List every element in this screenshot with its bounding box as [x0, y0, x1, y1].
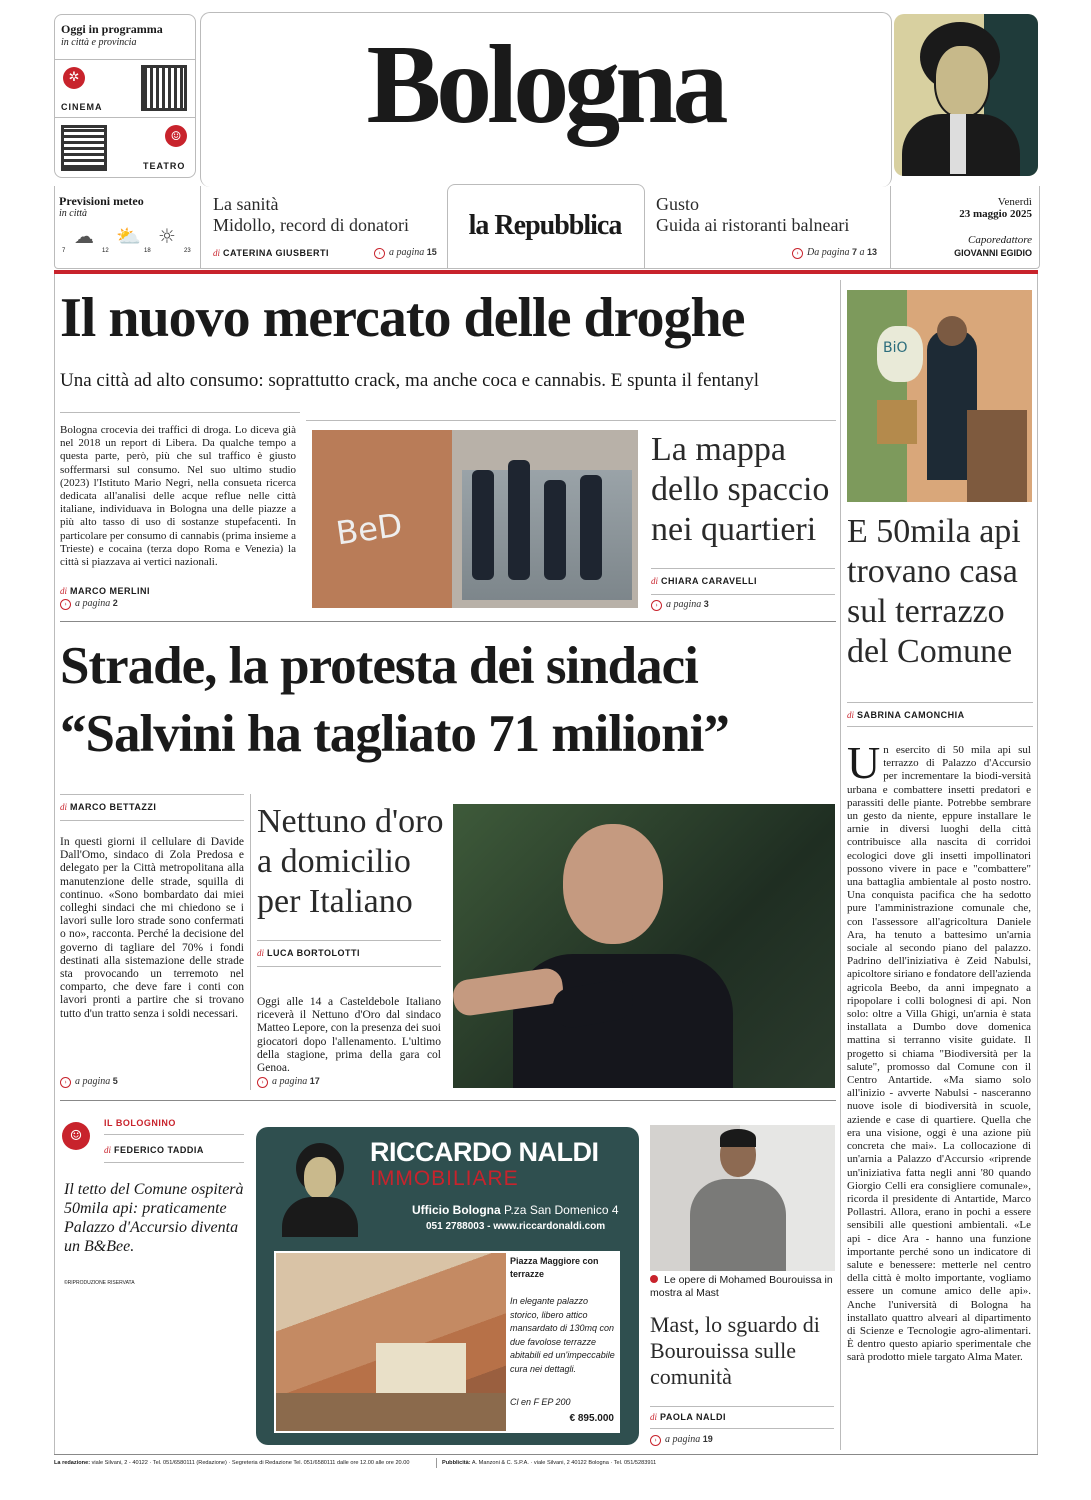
rain-cloud-icon: ☁ — [74, 224, 94, 248]
nettuno-byline: di LUCA BORTOLOTTI — [257, 948, 361, 958]
cinema-label[interactable]: CINEMA — [61, 102, 103, 112]
issue-day: Venerdì — [997, 196, 1032, 208]
lead-headline[interactable]: Il nuovo mercato delle droghe — [60, 287, 745, 349]
editor-portrait — [894, 14, 1038, 176]
cinema-icon[interactable]: ✲ — [63, 67, 85, 89]
bolognino-box — [54, 1108, 244, 1448]
bolognino-rights: ©RIPRODUZIONE RISERVATA — [64, 1280, 135, 1286]
partly-cloudy-icon: ⛅ — [116, 224, 141, 248]
api-headline[interactable]: E 50mila api trovano casa sul terrazzo del Comune — [847, 513, 1021, 670]
nettuno-body: Oggi alle 14 a Casteldebole Italiano riceverà il Nettuno d'Oro dal sindaco Matteo Lepore, con la presenza dei suoi giocatori dopo l'allenamento. L'ultimo della stagione, prima della gara col Genoa. — [257, 996, 441, 1075]
mast-caption: Le opere di Mohamed Bourouissa in mostra al Mast — [650, 1274, 833, 1299]
strade-page-ref[interactable]: › a pagina 5 — [60, 1076, 118, 1088]
meteo-temp-4: 23 — [184, 248, 191, 254]
nettuno-headline[interactable]: Nettuno d'oro a domicilio per Italiano — [257, 803, 444, 920]
capo-name: GIOVANNI EGIDIO — [954, 248, 1032, 258]
ad-listing-energy: Cl en F EP 200 — [510, 1397, 571, 1407]
lead-side-page-ref[interactable]: › a pagina 3 — [651, 599, 709, 611]
ad-listing-desc: In elegante palazzo storico, libero attico mansardato di 130mq con due favolose terrazze abitabili ed un'impeccabile cura nei dettagli. — [510, 1296, 615, 1374]
masthead-city: Bologna — [366, 23, 724, 147]
teatro-qr-icon[interactable] — [61, 125, 107, 171]
sanita-title: Midollo, record di donatori — [213, 215, 409, 235]
sanita-byline: di CATERINA GIUSBERTI — [213, 248, 330, 258]
nettuno-page-ref[interactable]: › a pagina 17 — [257, 1076, 320, 1088]
meteo-sub: in città — [59, 208, 88, 219]
bolognino-byline: di FEDERICO TADDIA — [104, 1145, 204, 1155]
nettuno-photo — [453, 804, 835, 1088]
footer-left: La redazione: viale Silvani, 2 - 40122 · Tel. 051/6580111 (Redazione) · Segreteria di Redazione Tel. 051/6580111 dalle ore 12.00 alle ore 20.00 — [54, 1460, 410, 1466]
bolognino-icon: ☺ — [62, 1122, 90, 1150]
capo-label: Caporedattore — [968, 234, 1032, 246]
strade-body: In questi giorni il cellulare di Davide Dall'Omo, sindaco di Zola Predosa e delegato per la Città metropolitana alla manutenzione delle strade, squilla di continuo. «Sono bombardato dai miei colleghi sindaci che mi chiedono se i lavori sulle loro strade sono confermati o no», racconta. Perché la decisione del governo di tagliare del 70% i fondi destinati alla sistemazione delle strade sta provocando un terremoto nel comparto, che deve fare i conti con lavori pronti a partire che si trovano tutto d'un tratto senza i soldi necessari. — [60, 836, 244, 1020]
footer-right: Pubblicità: A. Manzoni & C. S.P.A. · viale Silvani, 2 40122 Bologna · Tel. 051/5283911 — [442, 1460, 657, 1466]
api-body: U n esercito di 50 mila api sul terrazzo di Palazzo d'Accursio per incrementare la biodi-versità urbana e combattere insetti predatori e parassiti delle piante. Potrebbe sembrare un gesto da niente, eppure installare le arnie in diversi luoghi della città contribuisce alla nascita di corridoi ecologici dove gli insetti impollinatori possono vivere in pace e "combattere" una battaglia ambientale al posto nostro. Una conquista pacifica che ha sedotto pure l'amministrazione comunale che, con l'assessore all'agricoltura Daniele Ara, ha tenuto a battesimo un'arnia sociale al secondo piano del palazzo. Padrino dell'iniziativa è Zeid Nabulsi, apicoltore siriano e fondatore dell'azienda agricola Beebo, da anni impegnato a ripopolare i colli bolognesi di api. Non solo: oltre a Villa Ghigi, un'arnia è stata installata a Dumbo dove domenica mattina si terranno visite guidate. Il progetto si chiama "Biodiversità per la salute", promosso dal Comune con il Centro Antartide. «Ma siamo solo all'inizio - avverte Nabulsi - nasceranno nuove isole di biodiversità in scuole, aziende e case di quartiere. Quella che era una visione, oggi è una azione più concreta che mai». La collocazione di un'arnia a Palazzo d'Accursio «riprende un'iniziativa fatta negli anni '80 quando Giorgio Celli era consigliere comunale», ricorda il presidente di Antartide, Marco Pollastri. Allora, erano in pochi a essere sensibili alle questioni ambientali. «Le api - dice Ara - hanno una funzione importante perché sono un indicatore di salute e benessere: metterle nel centro della città è molto importante, vogliamo essere un comune amico delle api». Anche l'università di Bologna ha installato quattro alveari al dipartimento di Scienze e Tecnologie agro-alimentari. È dentro questo apiario sperimentale che sarà prodotto miele targato Alma Mater. — [847, 737, 1032, 1364]
meteo-temp-1: 7 — [62, 248, 66, 254]
api-dropcap: U — [847, 737, 881, 788]
ad-listing-price: € 895.000 — [569, 1413, 614, 1424]
lead-subhead: Una città ad alto consumo: soprattutto crack, ma anche coca e cannabis. E spunta il fentanyl — [60, 370, 760, 391]
programma-title: Oggi in programma — [61, 22, 163, 36]
meteo-icons — [60, 224, 194, 258]
ad-listing-title: Piazza Maggiore con terrazze — [510, 1256, 599, 1279]
ad-name: RICCARDO NALDI — [370, 1137, 599, 1167]
teatro-label[interactable]: TEATRO — [143, 161, 186, 171]
ad-office: Ufficio Bologna P.za San Domenico 4 — [412, 1203, 619, 1217]
meteo-temp-2: 12 — [102, 248, 109, 254]
issue-date: 23 maggio 2025 — [959, 208, 1032, 220]
bolognino-text: Il tetto del Comune ospiterà 50mila api: praticamente Palazzo d'Accursio diventa un B&Bee. — [64, 1181, 244, 1255]
mast-byline: di PAOLA NALDI — [650, 1412, 727, 1422]
teatro-icon[interactable]: ☺ — [165, 125, 187, 147]
bolognino-kicker: IL BOLOGNINO — [104, 1118, 176, 1128]
strade-headline-1[interactable]: Strade, la protesta dei sindaci — [60, 637, 698, 695]
gusto-title: Guida ai ristoranti balneari — [656, 215, 850, 235]
meteo-temp-3: 18 — [144, 248, 151, 254]
programma-box — [54, 14, 196, 178]
gusto-teaser[interactable] — [650, 186, 890, 268]
sanita-teaser[interactable] — [206, 186, 444, 268]
strade-headline-2[interactable]: “Salvini ha tagliato 71 milioni” — [60, 705, 729, 763]
lead-page-ref[interactable]: › a pagina 2 — [60, 598, 118, 610]
lead-side-byline: di CHIARA CARAVELLI — [651, 576, 758, 586]
brand-logo: la Repubblica — [468, 210, 622, 241]
mast-photo — [650, 1125, 835, 1271]
mast-page-ref[interactable]: › a pagina 19 — [650, 1434, 713, 1446]
lead-side-title[interactable]: La mappa dello spaccio nei quartieri — [651, 431, 830, 548]
ad-listing — [274, 1251, 620, 1433]
infobar-red-line — [54, 270, 1038, 274]
mast-headline[interactable]: Mast, lo sguardo di Bourouissa sulle comunità — [650, 1312, 820, 1389]
strade-byline: di MARCO BETTAZZI — [60, 802, 157, 812]
ad-portrait — [274, 1141, 364, 1235]
lead-body: Bologna crocevia dei traffici di droga. Lo diceva già nel 2018 un report di Libera. Da qualche tempo a questa parte, però, più che sul traffico è giusto soffermarsi sul consumo. Nel suo ultimo studio (2023) l'Istituto Mario Negri, nella consueta ricerca dedicata all'analisi delle acque reflue nelle città italiane, individuava in Bologna una delle piazze a più alto tasso di uso di sostanze stupefacenti. In particolare per consumo di cannabis (prima insieme a Trieste) e cocaina (terza dopo Roma e Venezia) la città si piazzava ai vertici nazionali. — [60, 424, 296, 569]
gusto-page-ref[interactable]: › Da pagina 7 a 13 — [792, 247, 877, 259]
ad-sub: IMMOBILIARE — [370, 1167, 519, 1190]
sun-icon: ☼ — [158, 224, 176, 248]
api-byline: di SABRINA CAMONCHIA — [847, 710, 965, 720]
sanita-kicker: La sanità — [213, 194, 279, 214]
programma-sub: in città e provincia — [61, 37, 137, 48]
ad-contact[interactable]: 051 2788003 - www.riccardonaldi.com — [426, 1221, 606, 1232]
gusto-kicker: Gusto — [656, 194, 700, 214]
lead-photo: BeD — [312, 430, 638, 608]
cinema-qr-icon[interactable] — [141, 65, 187, 111]
lead-byline: di MARCO MERLINI — [60, 586, 151, 596]
api-photo: BiO — [847, 290, 1032, 502]
sanita-page-ref[interactable]: › a pagina 15 — [374, 247, 437, 259]
ad-box[interactable] — [256, 1127, 639, 1445]
meteo-title: Previsioni meteo — [59, 194, 144, 208]
ad-listing-photo — [276, 1253, 506, 1431]
